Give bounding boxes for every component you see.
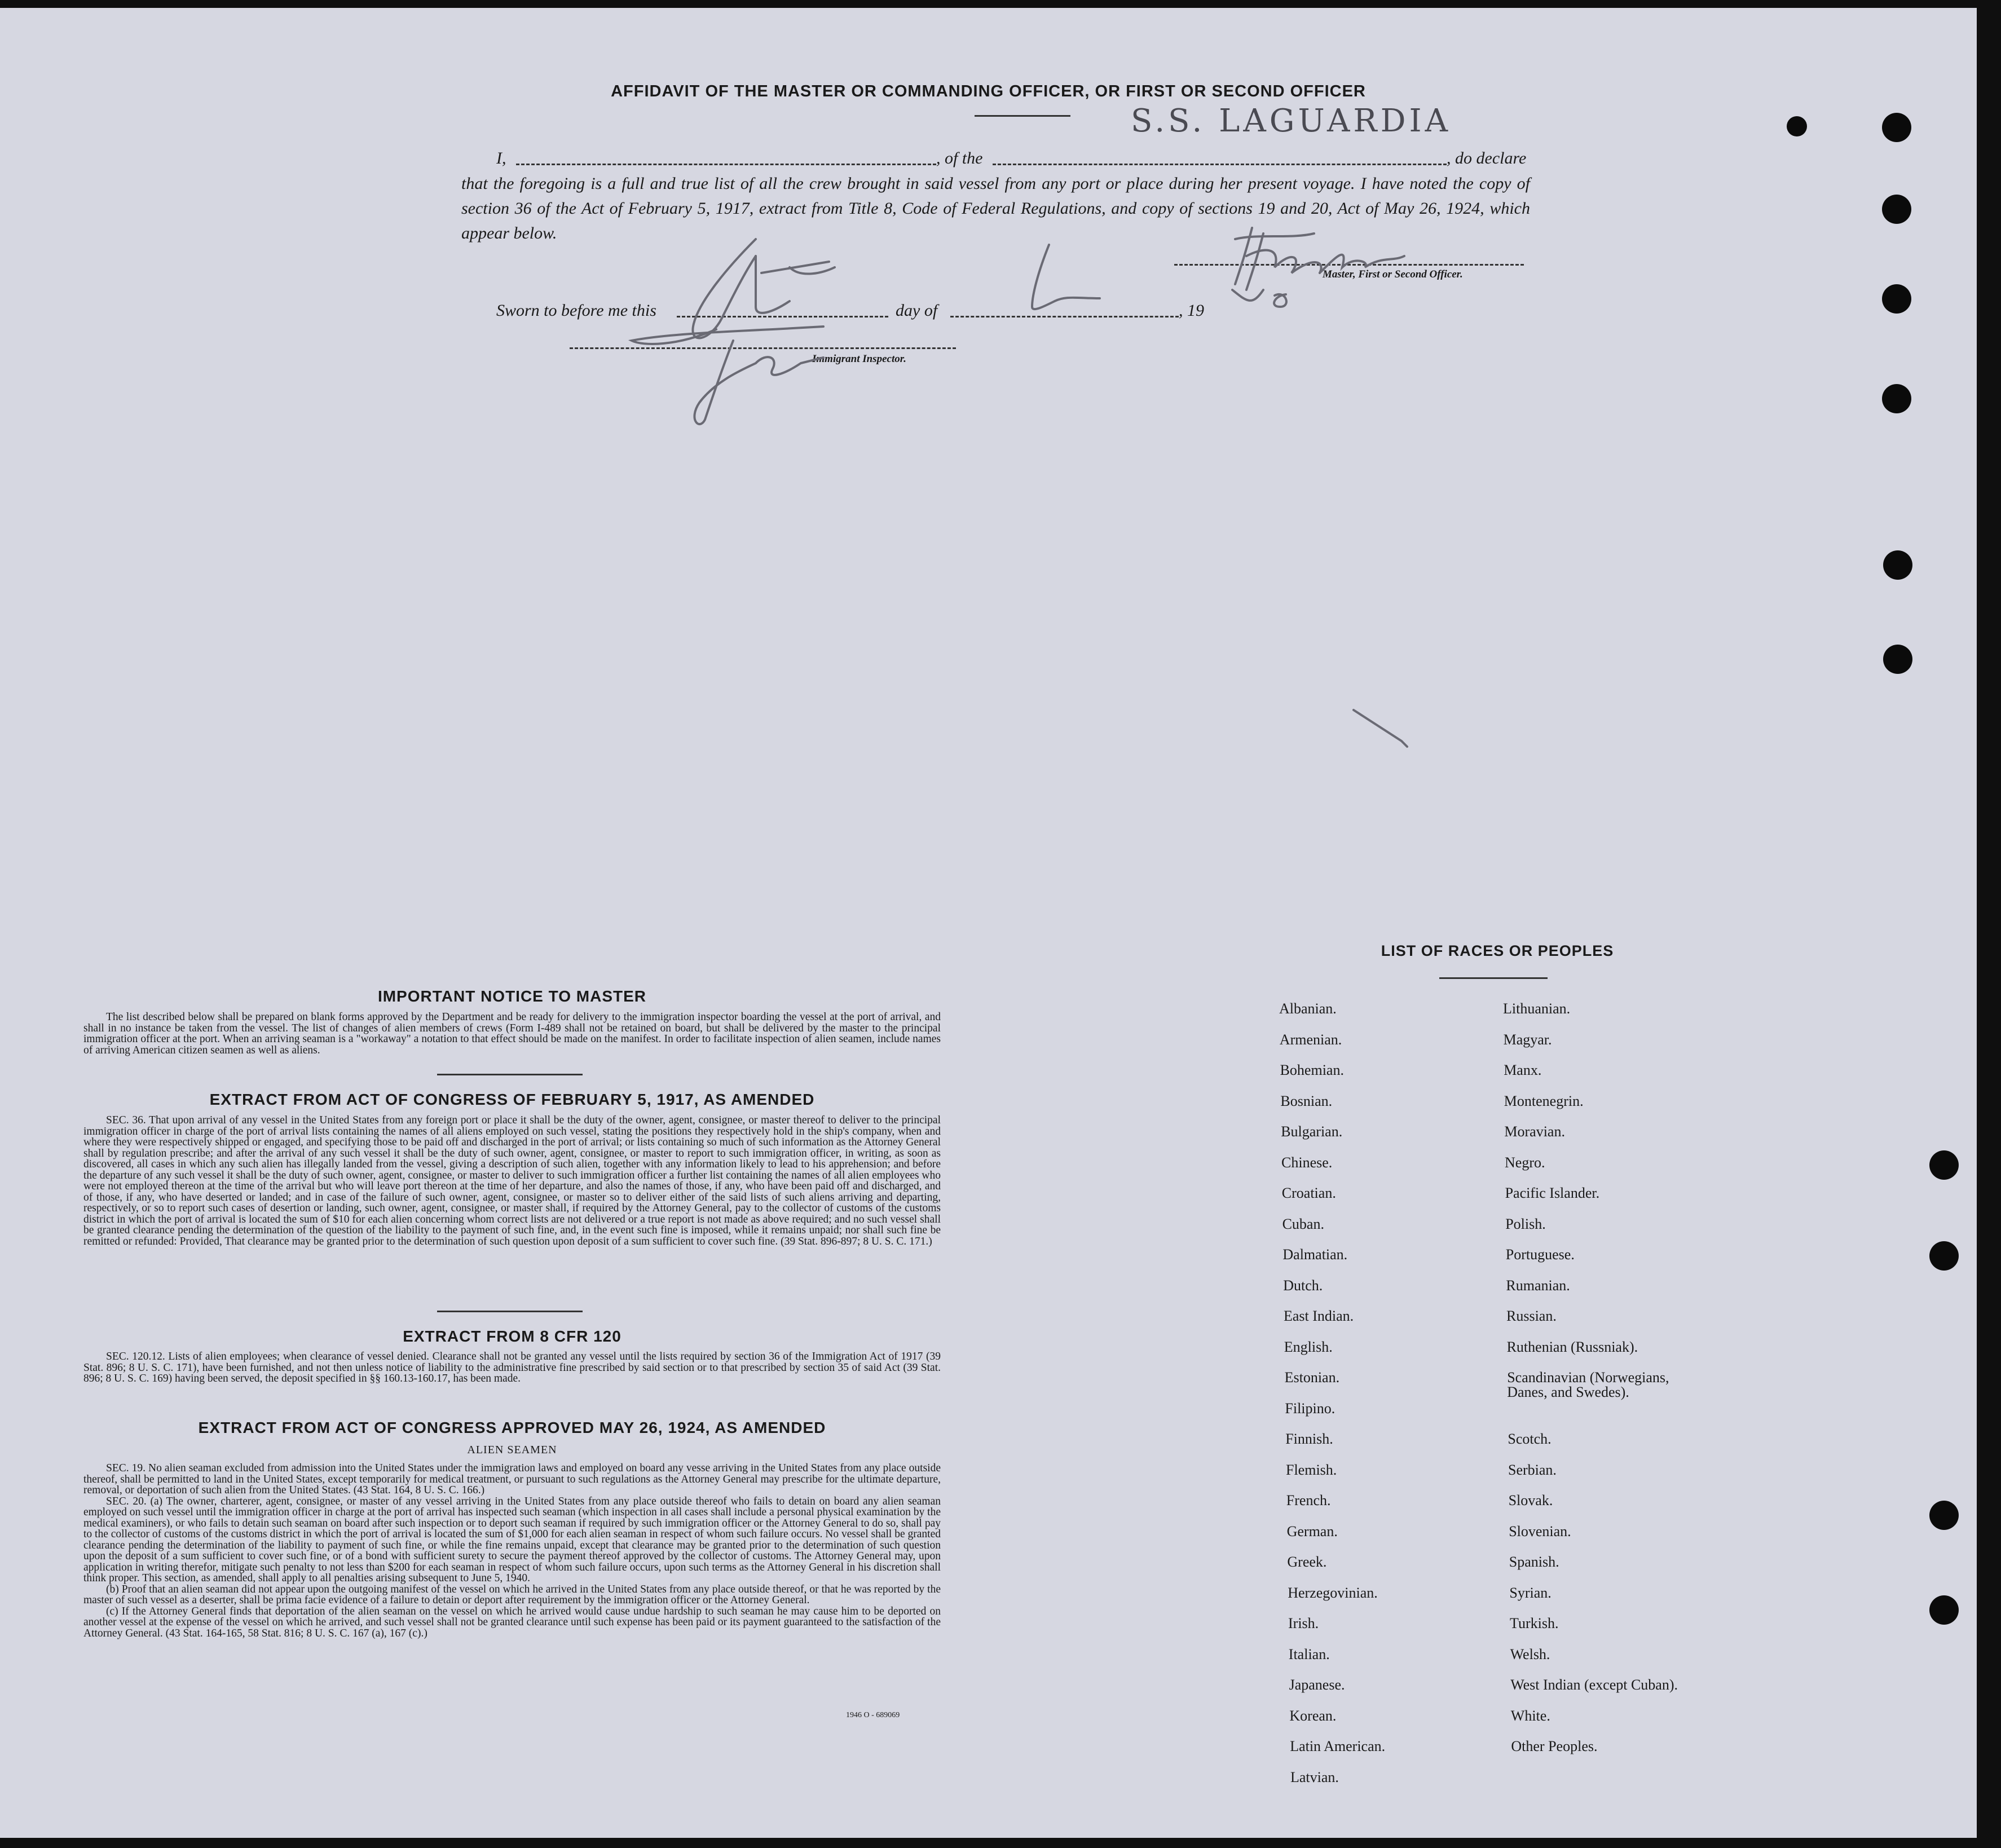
race-item: Finnish. — [1285, 1431, 1333, 1447]
declaration-body: that the foregoing is a full and true list of all the crew brought in said vessel from any port or place during her present voyage. I have noted the copy of section 36 of the Act of February 5, 1917, extract from Title 8, Code of Federal Regulations, and copy of sections 19 and 20, Act of May 26, 1924, which appear below. — [461, 174, 1530, 242]
race-item: Spanish. — [1509, 1554, 1559, 1570]
race-item: West Indian (except Cuban). — [1510, 1677, 1678, 1693]
race-item: Croatian. — [1281, 1185, 1336, 1201]
race-item: Portuguese. — [1505, 1246, 1575, 1263]
punch-hole — [1883, 550, 1912, 580]
document-page — [0, 8, 1977, 1838]
race-item: Polish. — [1505, 1215, 1546, 1232]
race-item: Pacific Islander. — [1505, 1185, 1600, 1201]
race-item: Welsh. — [1510, 1646, 1550, 1662]
race-item: Manx. — [1504, 1062, 1542, 1078]
race-item: Lithuanian. — [1503, 1000, 1571, 1017]
sec-19-paragraph: SEC. 19. No alien seaman excluded from admission into the United States under the immigration laws and employed on board any vesse arriving in the United States from any place outside thereof, shall be permitted to land in the United States, except temporarily for medical treatment, or pursuant to such regulations as the Attorney General may prescribe for the ultimate departure, removal, or deportation of such alien from the United States. (43 Stat. 164, 8 U. S. C. 166.) — [83, 1462, 941, 1496]
race-item: Armenian. — [1279, 1031, 1342, 1048]
sec-20a-paragraph: SEC. 20. (a) The owner, charterer, agent, consignee, or master of any vessel arriving in the United States from any place outside thereof who fails to detain on board any alien seaman employed on such vessel until the immigration officer in charge at the port of arrival has inspected such seaman (which inspection in all cases shall include a personal physical examination by the medical examiners), or who fails to detain such seaman on board after such inspection or to deport such seaman if required by such immigration officer or the Attorney General to do so, shall pay to the collector of customs of the customs district in which the port of arrival is located the sum of $1,000 for each alien seaman in respect of whom such failure occurs. No vessel shall be granted clearance pending the determination of the liability to payment of such fine, or while the fine remains unpaid, except that clearance may be granted prior to the determination of such question upon the deposit of a sum sufficient to cover such fine, or of a bond with sufficient surety to secure the payment thereof approved by the collector of customs. The Attorney General may, upon application in writing therefor, mitigate such penalty to not less than $200 for each seaman in respect of whom such failure occurs, upon such terms as the Attorney General in his discretion shall think proper. This section, as amended, shall apply to all penalties arising subsequent to June 5, 1940. — [83, 1495, 941, 1584]
notice-title: IMPORTANT NOTICE TO MASTER — [377, 987, 647, 1005]
day-handwriting — [1015, 239, 1117, 324]
race-item: Other Peoples. — [1511, 1738, 1598, 1754]
race-item: Russian. — [1506, 1308, 1557, 1324]
race-item: Scandinavian (Norwegians, Danes, and Swedes). — [1507, 1369, 1669, 1400]
section-36-paragraph: SEC. 36. That upon arrival of any vessel in the United States from any foreign port or place it shall be the duty of the owner, agent, consignee, or master thereof to deliver to the principal immigration officer in charge of the port of arrival lists containing the names of all aliens employed on such vessel, stating the positions they respectively hold in the ship's company, when and where they were respectively shipped or engaged, and specifying those to be paid off and discharged in the port of arrival; or lists containing so much of such information as the Attorney General shall by regulation prescribe; and after the arrival of any such vessel it shall be the duty of such owner, agent, consignee, or master to report to such immigration officer, in writing, as soon as discovered, all cases in which any such alien has illegally landed from the vessel, giving a description of such alien, together with any information likely to lead to his apprehension; and before the departure of any such vessel it shall be the duty of such owner, agent, consignee, or master to deliver to such immigration officer a further list containing the names of all alien employees who were not employed thereon at the time of the arrival but who will leave port thereon at the time of her departure, and also the names of those, if any, who have been paid off and discharged, and of those, if any, who have deserted or landed; and in case of the failure of such owner, agent, consignee, or master so to deliver either of the said lists of such aliens arriving and departing, respectively, or so to report such cases of desertion or landing, such owner, agent, consignee, or master shall, if required by the Attorney General, pay to the collector of customs of the customs district in which the port of arrival is located the sum of $10 for each alien concerning whom correct lists are not delivered or a true report is not made as above required; and no such vessel shall be granted clearance pending the determination of the question of the liability to the payment of such fine, and, in the event such fine is imposed, while it remains unpaid; nor shall such fine be remitted or refunded: Provided, That clearance may be granted prior to the determination of such question upon deposit of a sum sufficient to cover such fine. (39 Stat. 896-897; 8 U. S. C. 171.) — [83, 1114, 941, 1247]
race-item: Korean. — [1289, 1707, 1337, 1724]
title-divider — [975, 115, 1070, 117]
race-item: Moravian. — [1504, 1123, 1565, 1140]
race-item: Filipino. — [1285, 1400, 1336, 1417]
section-divider — [437, 1074, 583, 1075]
name-blank — [516, 164, 936, 165]
punch-hole — [1882, 113, 1911, 142]
race-item: Italian. — [1288, 1646, 1330, 1662]
races-divider — [1439, 977, 1548, 979]
notice-paragraph: The list described below shall be prepared on blank forms approved by the Department and be ready for delivery to the immigration inspector boarding the vessel at the port of arrival, and shall in no instance be taken from the vessel. The list of changes of alien members of crews (Form I-489 shall not be retained on board, but shall be delivered by the master to the principal immigration officer at the port. When an arriving seaman is a "workaway" a notation to that effect should be made on the manifest. In order to facilitate inspection of alien seamen, include names of arriving American citizen seamen as well as aliens. — [83, 1011, 941, 1056]
sworn-label: Sworn to before me this — [496, 301, 656, 320]
race-item: Japanese. — [1289, 1677, 1345, 1693]
master-label: Master, First or Second Officer. — [1323, 268, 1463, 280]
extract-1924-text — [83, 1463, 941, 1639]
vessel-blank — [993, 164, 1447, 165]
extract-cfr-text — [83, 1351, 941, 1384]
declaration-do-declare: , do declare — [1447, 149, 1527, 167]
race-item: Rumanian. — [1506, 1277, 1570, 1294]
print-code: 1946 O - 689069 — [846, 1711, 900, 1719]
stray-mark — [1351, 707, 1413, 752]
race-item: Latvian. — [1290, 1768, 1339, 1785]
extract-1917-title: EXTRACT FROM ACT OF CONGRESS OF FEBRUARY 5, 1917, AS AMENDED — [209, 1091, 815, 1108]
race-item: Syrian. — [1509, 1584, 1552, 1601]
race-item: Albanian. — [1279, 1000, 1337, 1017]
race-item: Estonian. — [1284, 1369, 1340, 1386]
punch-hole — [1882, 284, 1911, 314]
race-item: Negro. — [1505, 1154, 1545, 1171]
punch-hole — [1929, 1241, 1959, 1271]
race-item: Chinese. — [1281, 1154, 1333, 1171]
races-title: LIST OF RACES OR PEOPLES — [1381, 942, 1614, 959]
race-item: Latin American. — [1290, 1738, 1386, 1754]
race-item: Bosnian. — [1280, 1092, 1333, 1109]
race-item: Montenegrin. — [1504, 1092, 1584, 1109]
race-item: French. — [1286, 1492, 1331, 1509]
notice-text — [83, 1012, 941, 1056]
punch-hole — [1929, 1501, 1959, 1530]
race-item: Slovak. — [1508, 1492, 1553, 1509]
day-of-label: day of — [896, 301, 938, 320]
punch-hole — [1787, 116, 1807, 136]
punch-hole — [1882, 384, 1911, 413]
race-item: Magyar. — [1503, 1031, 1552, 1048]
extract-cfr-title: EXTRACT FROM 8 CFR 120 — [403, 1327, 622, 1345]
race-item: Herzegovinian. — [1288, 1584, 1378, 1601]
race-item: Cuban. — [1282, 1215, 1324, 1232]
race-item: Turkish. — [1510, 1615, 1559, 1631]
race-item: English. — [1284, 1338, 1333, 1355]
race-item: Dutch. — [1283, 1277, 1323, 1294]
race-item: White. — [1510, 1707, 1550, 1724]
race-item: Ruthenian (Russniak). — [1506, 1338, 1638, 1355]
punch-hole — [1882, 195, 1911, 224]
punch-hole — [1883, 645, 1912, 674]
race-item: Scotch. — [1508, 1431, 1552, 1447]
race-item: Dalmatian. — [1282, 1246, 1348, 1263]
master-signature — [1224, 222, 1433, 318]
extract-1924-title: EXTRACT FROM ACT OF CONGRESS APPROVED MAY 26, 1924, AS AMENDED — [198, 1419, 826, 1436]
race-item: Slovenian. — [1509, 1523, 1571, 1540]
year-label: , 19 — [1179, 301, 1204, 320]
race-item: East Indian. — [1284, 1308, 1354, 1324]
inspector-label: Immigrant Inspector. — [812, 353, 906, 365]
extract-1917-text — [83, 1115, 941, 1247]
declaration-of-the: , of the — [936, 149, 983, 167]
race-item: German. — [1286, 1523, 1338, 1540]
alien-seamen-subtitle: ALIEN SEAMEN — [467, 1444, 557, 1456]
punch-hole — [1929, 1150, 1959, 1180]
race-item: Flemish. — [1286, 1461, 1337, 1478]
race-item: Greek. — [1287, 1554, 1327, 1570]
sec-20c-paragraph: (c) If the Attorney General finds that deportation of the alien seaman on the vessel on which he arrived would cause undue hardship to such seaman he may cause him to be deported on another vessel at the expense of the vessel on which he arrived, and such vessel shall not be granted clearance until such expense has been paid or its payment guaranteed to the satisfaction of the Attorney General. (43 Stat. 164-165, 58 Stat. 816; 8 U. S. C. 167 (a), 167 (c).) — [83, 1605, 941, 1639]
race-item: Bohemian. — [1280, 1062, 1344, 1078]
race-item: Irish. — [1288, 1615, 1319, 1631]
affidavit-title: AFFIDAVIT OF THE MASTER OR COMMANDING OFFICER, OR FIRST OR SECOND OFFICER — [611, 82, 1366, 100]
sec-20b-paragraph: (b) Proof that an alien seaman did not appear upon the outgoing manifest of the vessel on which he arrived in the United States from any place outside thereof, or that he was reported by the master of such vessel as a deserter, shall be prima facie evidence of a failure to detain or deport after requirement by the immigration officer or the Attorney General. — [83, 1583, 941, 1606]
race-item: Serbian. — [1508, 1461, 1557, 1478]
inspector-signature — [587, 233, 902, 436]
race-item: Bulgarian. — [1281, 1123, 1343, 1140]
punch-hole — [1929, 1595, 1959, 1625]
sec-120-12-paragraph: SEC. 120.12. Lists of alien employees; when clearance of vessel denied. Clearance shall not be granted any vessel until the lists required by section 36 of the Immigration Act of 1917 (39 Stat. 896; 8 U. S. C. 171), have been furnished, and not then unless notice of liability to the administrative fine prescribed by said section or to that prescribed by section 35 of said Act (39 Stat. 896; 8 U. S. C. 169) having been served, the deposit specified in §§ 160.13-160.17, has been made. — [83, 1351, 941, 1384]
vessel-stamp: S.S. LAGUARDIA — [1131, 103, 1452, 139]
section-divider — [437, 1311, 583, 1312]
declaration-i: I, — [496, 149, 506, 167]
